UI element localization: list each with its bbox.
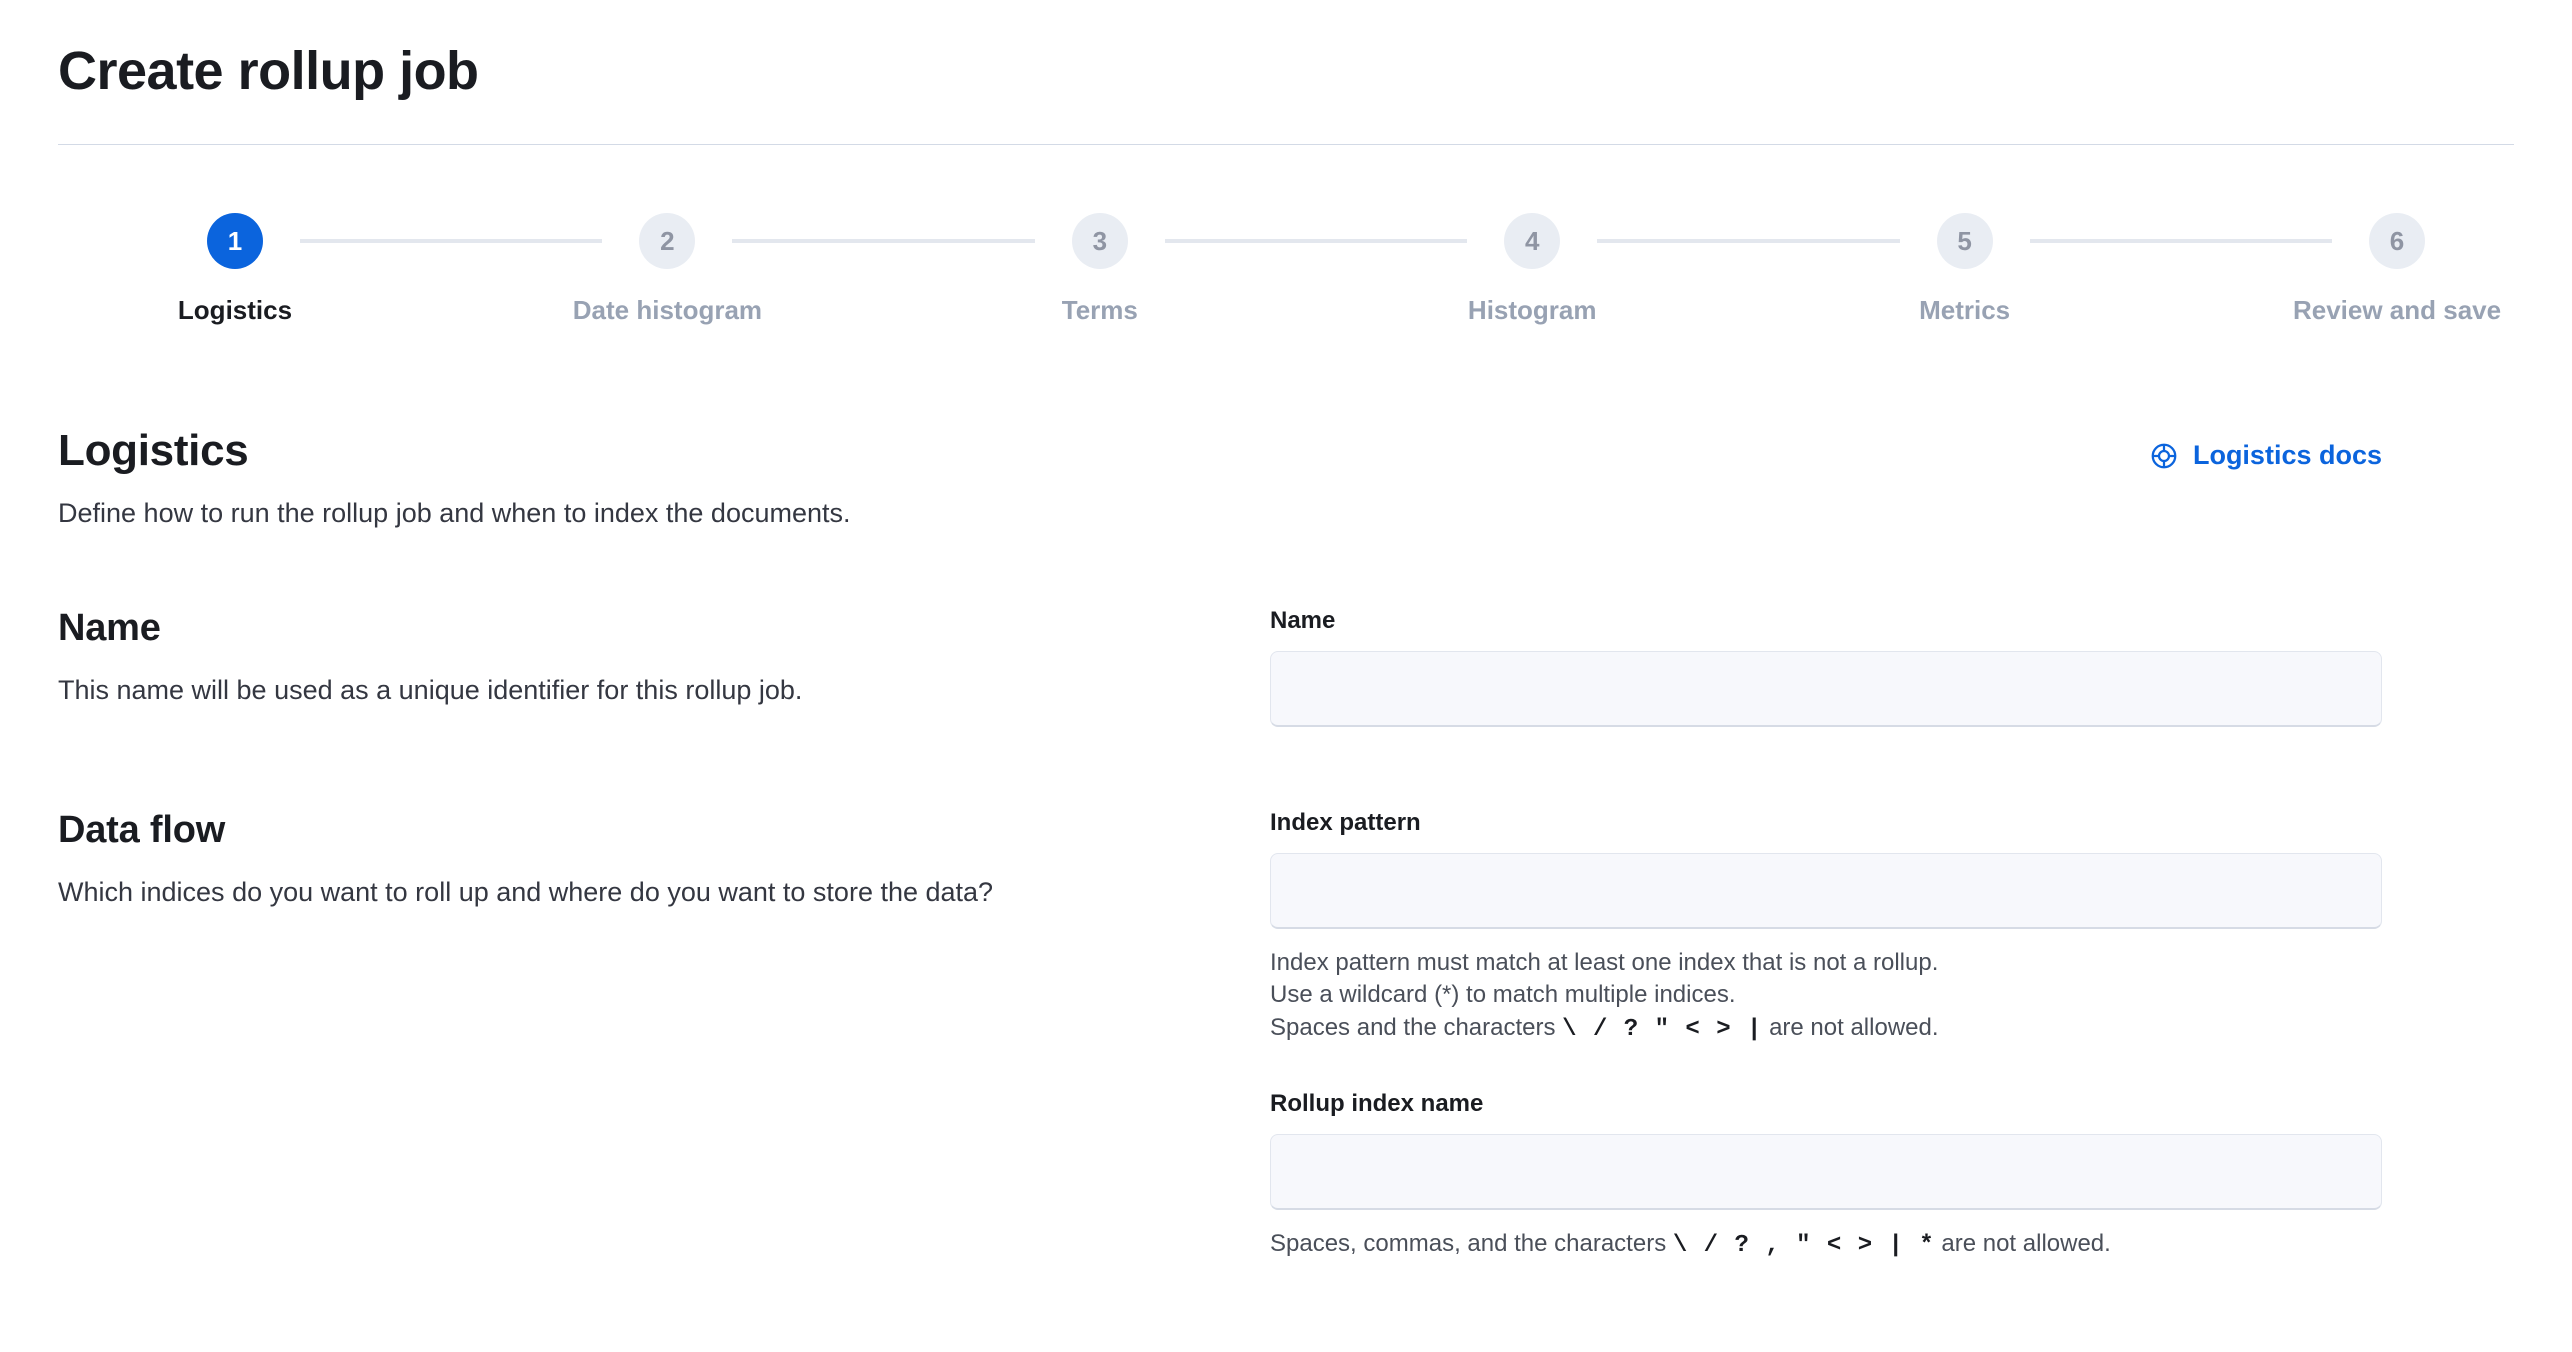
step-connector-3 <box>1165 239 1467 243</box>
step-connector-5 <box>2030 239 2332 243</box>
name-section-text <box>50 607 1270 708</box>
step-5-metrics[interactable] <box>1900 213 2030 326</box>
data-flow-section-description: Which indices do you want to roll up and where do you want to store the data? <box>58 877 994 907</box>
name-input[interactable] <box>1270 651 2382 727</box>
index-pattern-help-prefix: Spaces and the characters <box>1270 1013 1563 1041</box>
step-connector-4 <box>1597 239 1899 243</box>
data-flow-section-title: Data flow <box>58 809 226 851</box>
section-header <box>50 426 2522 529</box>
rollup-index-name-group <box>1270 1090 2382 1262</box>
index-pattern-label: Index pattern <box>1270 809 1421 836</box>
logistics-docs-label: Logistics docs <box>2192 440 2382 470</box>
step-4-label: Histogram <box>1467 295 1597 325</box>
rollup-index-name-help-chars: \ / ? , " < > | * <box>1672 1232 1935 1260</box>
step-6-number: 6 <box>2369 213 2425 269</box>
step-3-terms[interactable] <box>1035 213 1165 326</box>
rollup-index-name-label: Rollup index name <box>1270 1090 1484 1118</box>
step-4-number: 4 <box>1504 213 1560 269</box>
step-connector-2 <box>732 239 1034 243</box>
step-connector-1 <box>300 239 602 243</box>
name-section-fields <box>1270 607 2522 727</box>
rollup-index-name-help <box>1270 1228 2382 1262</box>
rollup-index-name-input[interactable] <box>1270 1134 2382 1210</box>
title-divider <box>58 144 2514 145</box>
data-flow-section-fields <box>1270 809 2522 1263</box>
step-4-histogram[interactable] <box>1467 213 1597 326</box>
rollup-index-name-help-suffix: are not allowed. <box>1934 1230 2111 1258</box>
step-6-review-and-save[interactable] <box>2292 213 2502 326</box>
step-2-date-histogram[interactable] <box>572 213 763 326</box>
step-indicator <box>50 213 2522 326</box>
step-2-label: Date histogram <box>572 295 763 325</box>
data-flow-section-text <box>50 809 1270 910</box>
step-5-label: Metrics <box>1919 295 2011 325</box>
index-pattern-help <box>1270 947 2382 1046</box>
section-description: Define how to run the rollup job and when to index the documents. <box>58 498 851 528</box>
index-pattern-help-chars: \ / ? " < > | <box>1562 1015 1763 1043</box>
step-1-label: Logistics <box>177 295 293 325</box>
index-pattern-help-line-1: Index pattern must match at least one index that is not a rollup. <box>1270 949 1939 976</box>
index-pattern-help-line-2: Use a wildcard (*) to match multiple indices. <box>1270 981 1736 1009</box>
name-input-label: Name <box>1270 607 1336 634</box>
step-6-label: Review and save <box>2292 295 2502 325</box>
help-circle-icon <box>2149 441 2179 471</box>
page-title: Create rollup job <box>58 41 479 101</box>
index-pattern-help-suffix: are not allowed. <box>1762 1013 1939 1041</box>
rollup-index-name-help-prefix: Spaces, commas, and the characters <box>1270 1230 1673 1258</box>
section-title: Logistics <box>58 426 249 475</box>
step-5-number: 5 <box>1937 213 1993 269</box>
step-1-number: 1 <box>207 213 263 269</box>
index-pattern-input[interactable] <box>1270 853 2382 929</box>
step-3-label: Terms <box>1061 295 1138 325</box>
step-2-number: 2 <box>639 213 695 269</box>
section-header-text <box>50 426 851 529</box>
step-3-number: 3 <box>1072 213 1128 269</box>
name-section-title: Name <box>58 607 161 649</box>
data-flow-section <box>50 809 2522 1263</box>
name-section-description: This name will be used as a unique identifier for this rollup job. <box>58 675 803 705</box>
index-pattern-help-line-3 <box>1270 1012 2382 1046</box>
step-1-logistics[interactable] <box>170 213 300 326</box>
name-section <box>50 607 2522 727</box>
logistics-docs-link[interactable] <box>2149 440 2382 471</box>
